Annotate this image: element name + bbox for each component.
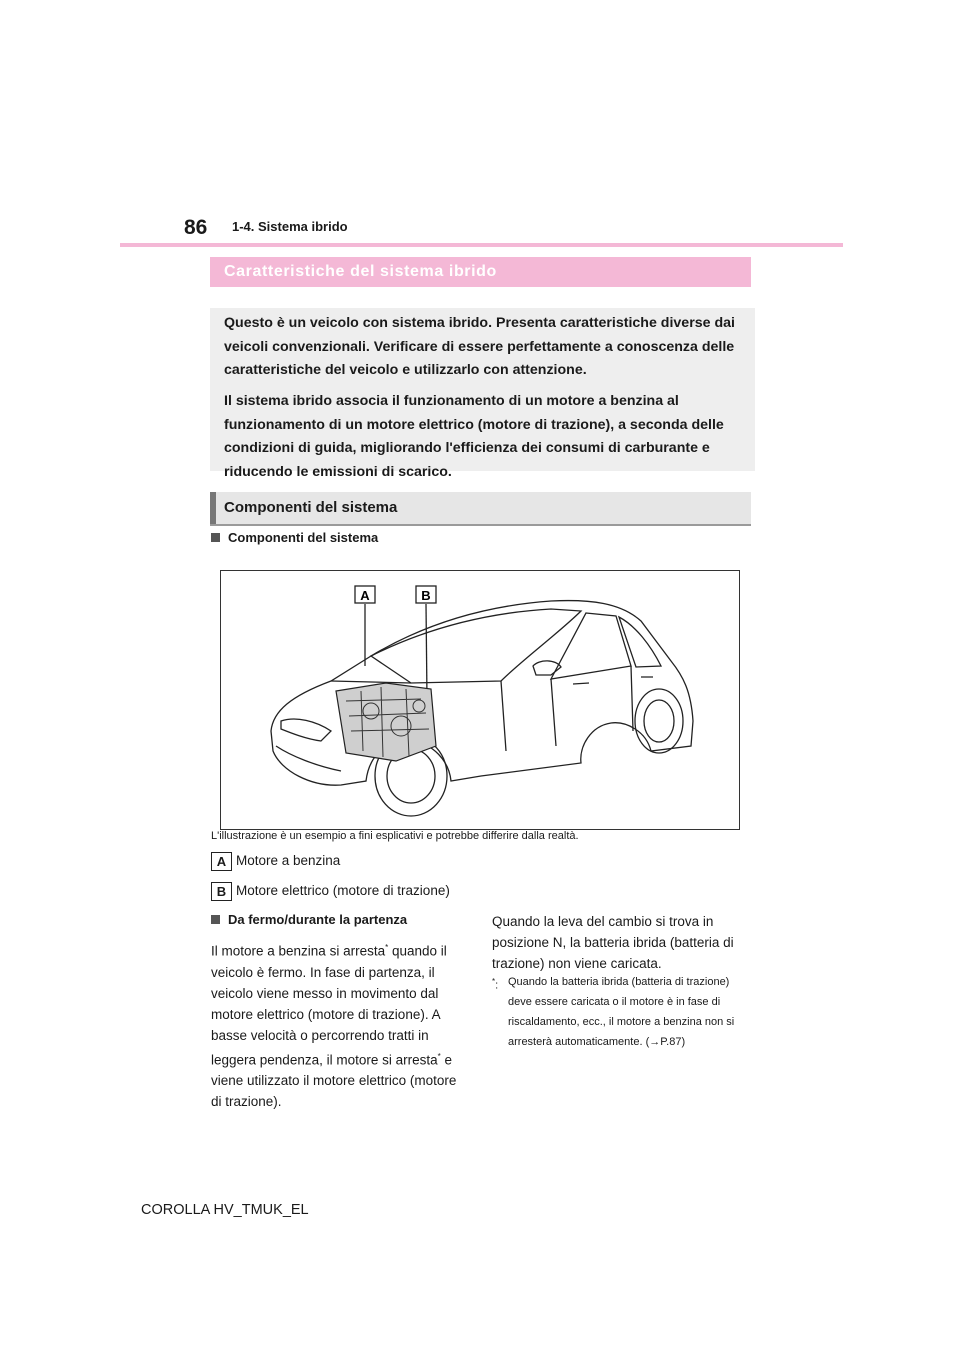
footnote-colon: : [495,979,499,992]
footnote-asterisk: * [492,977,496,986]
footnote-ref-1: * [385,943,389,952]
hybrid-components-illustration [220,570,740,830]
left-text-part-3: e viene utilizzato il motore elettrico (motore di trazione). [211,1052,457,1109]
main-title-banner [210,257,751,287]
footnote-text: Quando la batteria ibrida (batteria di trazione) deve essere caricata o il motore è in fase di riscaldamento, ecc., il motore a benzina non si arresterà automaticamente. (→P.87) [508,976,735,1048]
section-breadcrumb: 1-4. Sistema ibrido [232,219,348,234]
components-section-title: Componenti del sistema [224,499,398,516]
intro-paragraph-1: Questo è un veicolo con sistema ibrido. Presenta caratteristiche diverse dai veicoli convenzionali. Verificare di essere perfettamente a conoscenza delle caratteristiche del veicolo e utilizzarlo con attenzione. [224,315,735,378]
footnote-ref-2: * [437,1051,441,1061]
stop-start-right-text: Quando la leva del cambio si trova in posizione N, la batteria ibrida (batteria di trazione) non viene caricata. [492,914,734,971]
page-number: 86 [184,216,208,239]
main-title: Caratteristiche del sistema ibrido [224,263,497,280]
legend-text-a: Motore a benzina [236,853,341,869]
legend-item-a [211,852,340,871]
legend-text-b: Motore elettrico (motore di trazione) [236,883,450,899]
figure-caption: L'illustrazione è un esempio a fini esplicativi e potrebbe differire dalla realtà. [211,830,579,842]
components-bullet-title: Componenti del sistema [228,530,379,545]
intro-box [210,308,755,480]
label-b: B [421,588,431,603]
components-bullet-heading [211,530,378,545]
label-a: A [360,588,370,603]
legend-key-a: A [211,852,232,871]
components-section-header [210,492,751,526]
left-text-part-2: quando il veicolo è fermo. In fase di partenza, il veicolo viene messo in movimento dal motore elettrico (motore di trazione). A basse velocità o percorrendo tratti in leggera pendenza, il motore si arresta [211,943,447,1067]
footer-model: COROLLA HV_TMUK_EL [141,1202,309,1218]
header-divider [120,243,843,247]
left-text-part-1: Il motore a benzina si arresta [211,943,386,959]
legend-item-b [211,882,450,901]
legend-key-b: B [211,882,232,901]
square-bullet-icon [211,915,220,924]
stop-start-title: Da fermo/durante la partenza [228,912,408,927]
stop-start-left-text [211,937,469,1112]
section-accent-bar [210,492,216,524]
intro-paragraph-2: Il sistema ibrido associa il funzionamento di un motore a benzina al funzionamento di un motore elettrico (motore di trazione), a seconda delle condizioni di guida, migliorando l'efficienza dei consumi di carburante e riducendo le emissioni di scarico. [224,393,724,480]
car-illustration [221,571,738,828]
stop-start-heading [211,912,407,927]
square-bullet-icon [211,533,220,542]
footnote-marker [492,972,508,996]
